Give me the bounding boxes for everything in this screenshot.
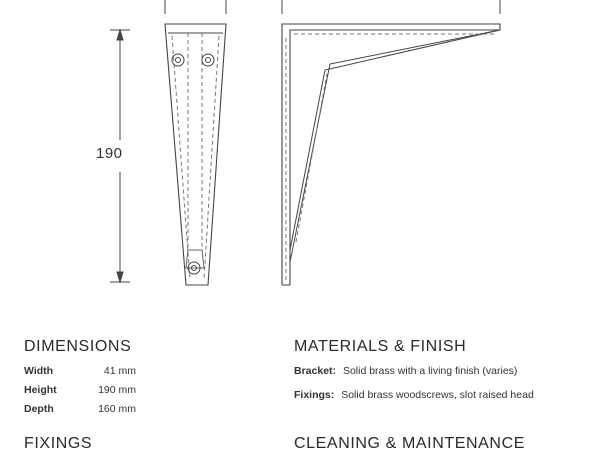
material-row-bracket <box>294 365 517 377</box>
dimension-row-height <box>24 384 164 398</box>
bracket-front-view <box>165 24 226 285</box>
dimension-label: Depth <box>24 403 54 415</box>
dimension-label: Width <box>24 365 54 377</box>
dimensions-heading: DIMENSIONS <box>24 338 132 355</box>
dimension-value: 160 mm <box>98 403 136 415</box>
material-label: Bracket: <box>294 365 337 377</box>
cleaning-heading: CLEANING & MAINTENANCE <box>294 435 526 452</box>
dimension-row-width <box>24 365 164 379</box>
material-value: Solid brass woodscrews, slot raised head <box>341 389 534 401</box>
materials-heading: MATERIALS & FINISH <box>294 338 467 355</box>
dimension-row-depth <box>24 403 164 417</box>
material-value: Solid brass with a living finish (varies) <box>342 365 518 377</box>
material-label: Fixings: <box>294 389 335 401</box>
fixings-heading: FIXINGS <box>24 435 93 452</box>
dimension-value: 190 mm <box>98 384 136 396</box>
height-dimension-label: 190 <box>96 145 123 162</box>
dimension-value: 41 mm <box>103 365 136 377</box>
material-row-fixings <box>294 389 534 401</box>
screw-hole-top-right <box>202 54 214 66</box>
bracket-side-view <box>282 24 500 285</box>
dimension-label: Height <box>24 384 57 396</box>
